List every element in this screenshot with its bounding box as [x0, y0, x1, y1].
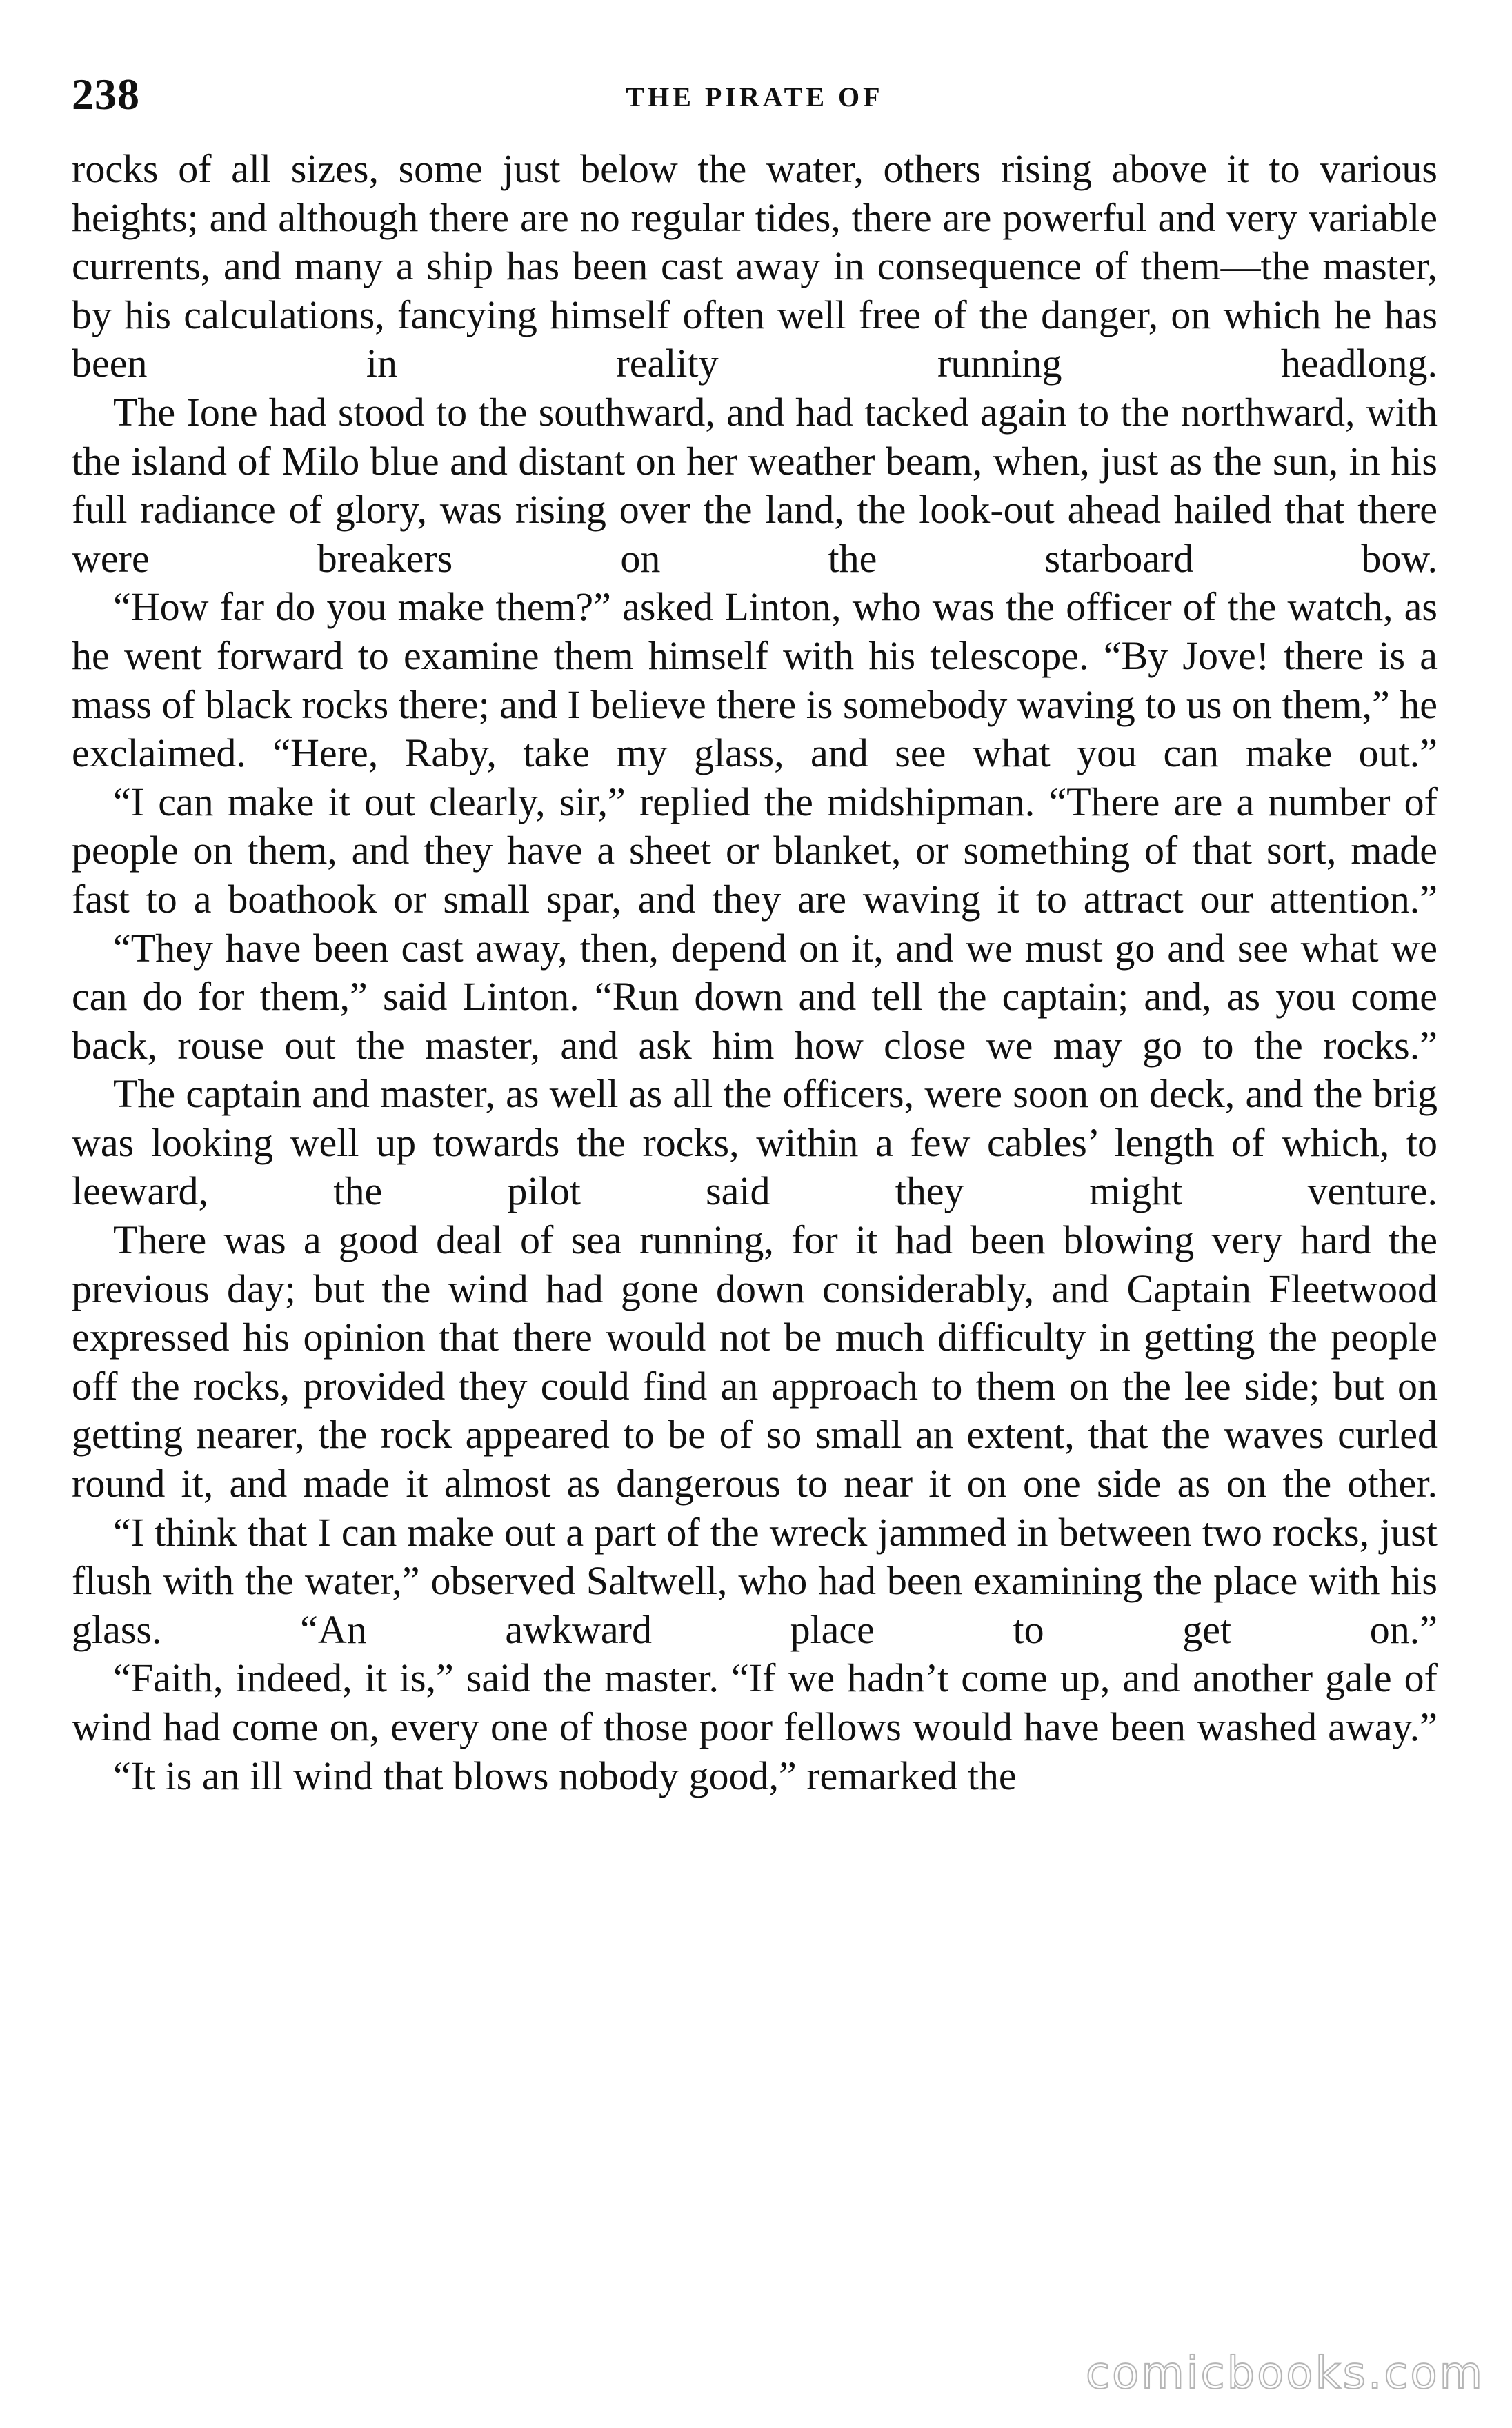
paragraph-4: “I can make it out clearly, sir,” replied the midshipman. “There are a number of people on them, and they have a sheet or blanket, or something of that sort, made fast to a boathook or small spar, and they are waving it to attract our attention.”: [72, 779, 1438, 922]
page-header: [72, 63, 1438, 126]
paragraph-8: “I think that I can make out a part of the wreck jammed in between two rocks, just flush with the water,” observed Saltwell, who had been examining the place with his glass. “An awkward place to get on.”: [72, 1509, 1438, 1652]
paragraph-6: The captain and master, as well as all the officers, were soon on deck, and the brig was looking well up towards the rocks, within a few cables’ length of which, to leeward, the pilot said they might venture.: [72, 1071, 1438, 1214]
body-text: [72, 145, 1438, 2325]
paragraph-9: “Faith, indeed, it is,” said the master. “If we hadn’t come up, and another gale of wind had come on, every one of those poor fellows would have been washed away.”: [72, 1655, 1438, 1749]
watermark: comicbooks.com: [1085, 2348, 1484, 2399]
paragraph-3: “How far do you make them?” asked Linton, who was the officer of the watch, as he went forward to examine them himself with his telescope. “By Jove! there is a mass of black rocks there; and I believe there is somebody waving to us on them,” he exclaimed. “Here, Raby, take my glass, and see what you can make out.”: [72, 584, 1438, 776]
paragraph-5: “They have been cast away, then, depend on it, and we must go and see what we can do for them,” said Linton. “Run down and tell the captain; and, as you come back, rouse out the master, and ask him how close we may go to the rocks.”: [72, 925, 1438, 1068]
paragraph-1: rocks of all sizes, some just below the water, others rising above it to various heights; and although there are no regular tides, there are powerful and very variable currents, and many a ship has been cast away in consequence of them—the master, by his calculations, fancying himself often well free of the danger, on which he has been in reality running headlong.: [72, 146, 1438, 386]
running-head: THE PIRATE OF: [626, 81, 884, 112]
paragraph-10: “It is an ill wind that blows nobody good,” remarked the: [113, 1753, 1017, 1798]
paragraph-2: The Ione had stood to the southward, and had tacked again to the northward, with the island of Milo blue and distant on her weather beam, when, just as the sun, in his full radiance of glory, was rising over the land, the look-out ahead hailed that there were breakers on the starboard bow.: [72, 389, 1438, 581]
paragraph-7: There was a good deal of sea running, for it had been blowing very hard the previous day; but the wind had gone down considerably, and Captain Fleetwood expressed his opinion that there would not be much difficulty in getting the people off the rocks, provided they could find an approach to them on the lee side; but on getting nearer, the rock appeared to be of so small an extent, that the waves curled round it, and made it almost as dangerous to near it on one side as on the other.: [72, 1217, 1438, 1506]
page-number: 238: [72, 70, 140, 119]
